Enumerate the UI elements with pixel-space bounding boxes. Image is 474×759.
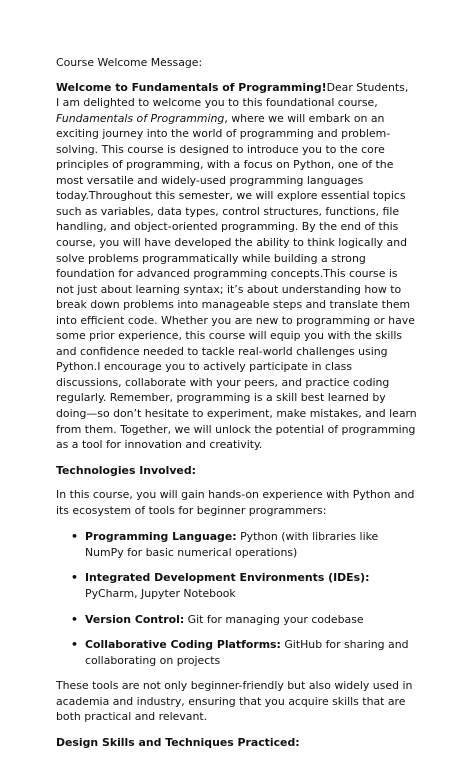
list-item — [56, 637, 417, 668]
list-item — [56, 612, 417, 628]
list-item-desc: GitHub for sharing and collaborating on projects — [85, 638, 409, 667]
design-heading: Design Skills and Techniques Practiced: — [56, 735, 300, 749]
technologies-intro: In this course, you will gain hands-on experience with Python and its ecosystem of tools for beginner programmers: — [56, 488, 415, 517]
list-item-term: Programming Language: — [85, 530, 237, 544]
greeting: Dear Students, — [326, 80, 409, 94]
course-name: Fundamentals of Programming — [56, 111, 225, 125]
list-item-term: Integrated Development Environments (IDEs): — [85, 571, 370, 585]
list-item-term: Version Control: — [85, 612, 185, 626]
tools-conclusion: These tools are not only beginner-friendly but also widely used in academia and industry, ensuring that you acquire skills that are both practical and relevant. — [56, 679, 413, 724]
welcome-paragraph — [56, 80, 417, 453]
intro-text-start: I am delighted to welcome you to this foundational course, — [56, 96, 378, 110]
technologies-list — [56, 529, 417, 668]
document-page — [56, 55, 417, 759]
list-item — [56, 529, 417, 560]
list-item — [56, 570, 417, 601]
header-label: Course Welcome Message: — [56, 56, 203, 69]
list-item-desc: Python (with libraries like NumPy for basic numerical operations) — [85, 530, 379, 559]
bullet-icon: • — [71, 638, 78, 652]
list-item-desc: Git for managing your codebase — [184, 612, 364, 626]
bullet-icon: • — [71, 612, 78, 626]
technologies-heading: Technologies Involved: — [56, 463, 196, 477]
list-item-desc: PyCharm, Jupyter Notebook — [85, 586, 236, 600]
intro-text-rest: , where we will embark on an exciting journey into the world of programming and problem-solving. This course is designed to introduce you to the core principles of programming, with a focus on Python, one of the most versatile and widely-used programming languages today.Throughout this semester, we will explore essential topics such as variables, data types, control structures, functions, file handling, and object-oriented programming. By the end of this course, you will have developed the ability to think logically and solve problems programmatically while building a strong foundation for advanced programming concepts.This course is not just about learning syntax; it’s about understanding how to break down problems into manageable steps and translate them into efficient code. Whether you are new to programming or have some prior experience, this course will equip you with the skills and confidence needed to tackle real-world challenges using Python.I encourage you to actively participate in class discussions, collaborate with your peers, and practice coding regularly. Remember, programming is a skill best learned by doing—so don’t hesitate to experiment, make mistakes, and learn from them. Together, we will unlock the potential of programming as a tool for innovation and creativity. — [56, 111, 417, 452]
bullet-icon: • — [71, 571, 78, 585]
list-item-term: Collaborative Coding Platforms: — [85, 638, 281, 652]
bullet-icon: • — [71, 530, 78, 544]
welcome-title: Welcome to Fundamentals of Programming! — [56, 80, 327, 94]
